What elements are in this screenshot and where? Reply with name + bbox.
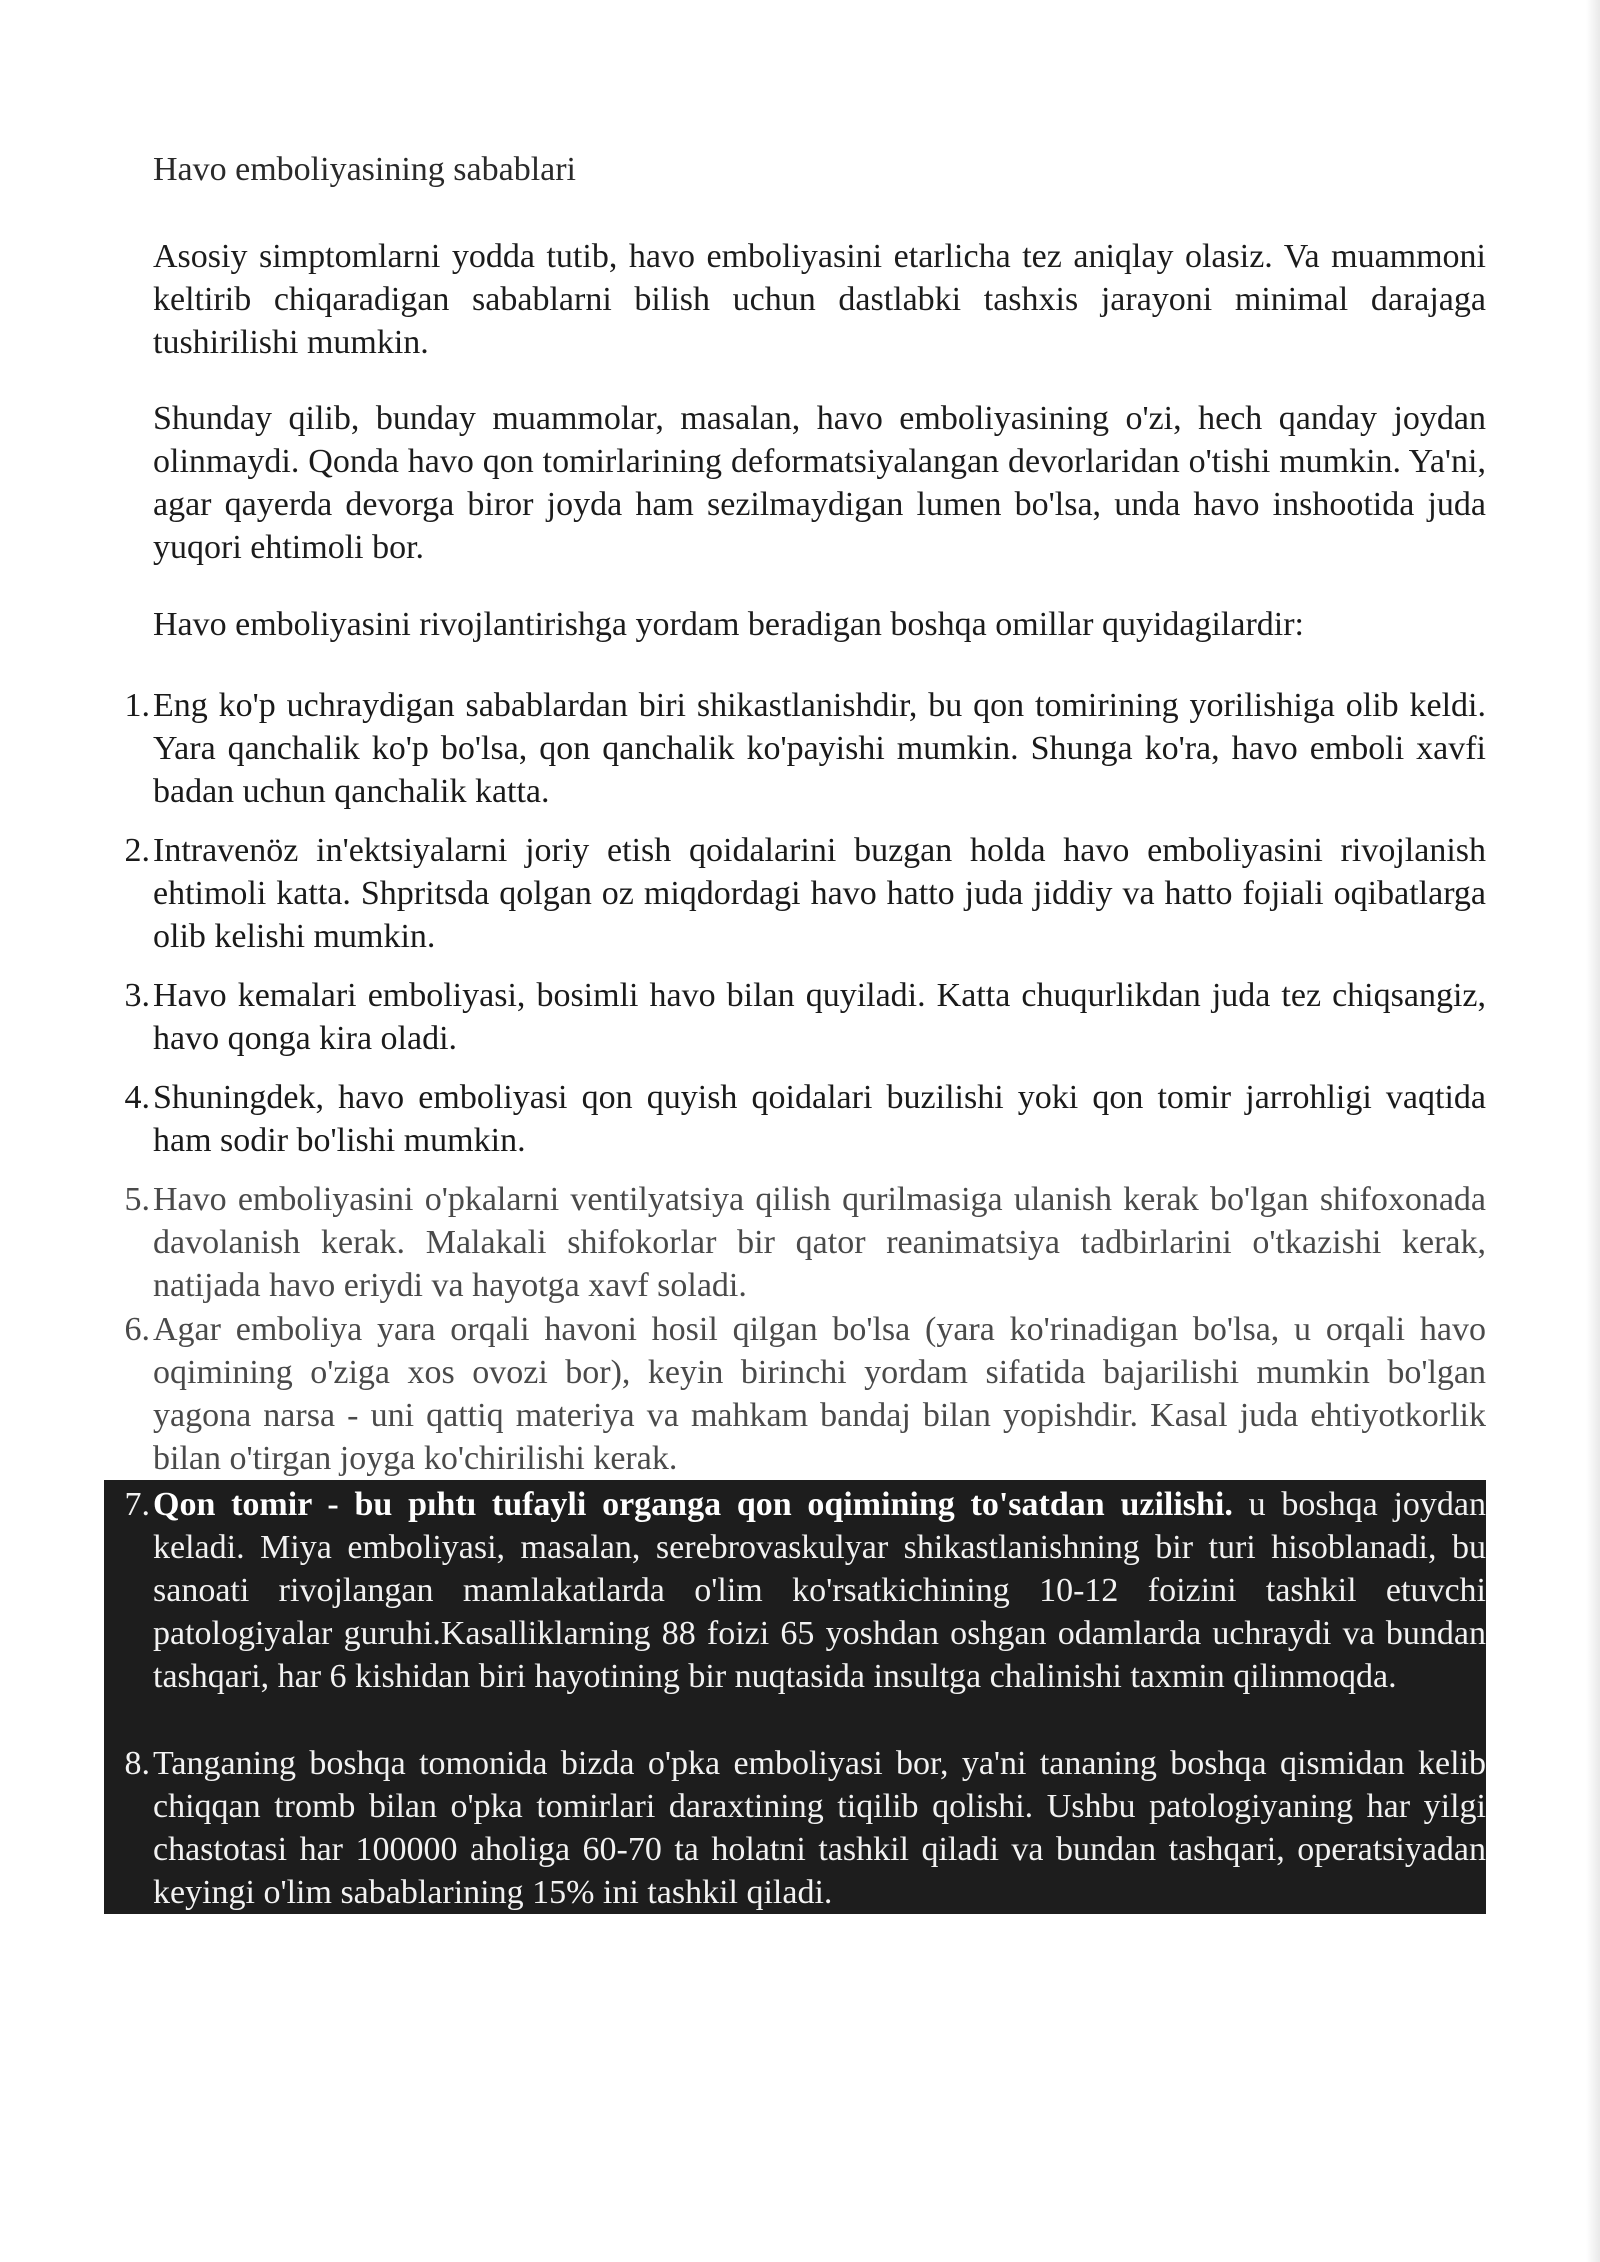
list-item-number: 1.	[124, 687, 150, 724]
paragraph-factors-intro: Havo emboliyasini rivojlantirishga yordam beradigan boshqa omillar quyidagilardir:	[153, 606, 1305, 643]
list-item-text: Shuningdek, havo emboliyasi qon quyish qoidalari buzilishi yoki qon tomir jarrohligi vaqtida ham sodir bo'lishi mumkin.	[153, 1079, 1486, 1159]
list-item-text: Havo kemalari emboliyasi, bosimli havo bilan quyiladi. Katta chuqurlikdan juda tez chiqsangiz, havo qonga kira oladi.	[153, 977, 1486, 1057]
list-item-number: 8.	[124, 1745, 150, 1782]
list-item-text: Havo emboliyasini o'pkalarni ventilyatsiya qilish qurilmasiga ulanish kerak bo'lgan shifoxonada davolanish kerak. Malakali shifokorlar bir qator reanimatsiya tadbirlarini o'tkazishi kerak, natijada havo eriydi va hayotga xavf soladi.	[153, 1181, 1486, 1304]
list-item-number: 2.	[124, 832, 150, 869]
list-item-bold-text: Qon tomir - bu pıhtı tufayli organga qon oqimining to'satdan uzilishi.	[153, 1486, 1233, 1523]
list-item-text: Agar emboliya yara orqali havoni hosil qilgan bo'lsa (yara ko'rinadigan bo'lsa, u orqali havo oqimining o'ziga xos ovozi bor), keyin birinchi yordam sifatida bajarilishi mumkin bo'lgan yagona narsa - uni qattiq materiya va mahkam bandaj bilan yopishdir. Kasal juda ehtiyotkorlik bilan o'tirgan joyga ko'chirilishi kerak.	[153, 1311, 1486, 1477]
list-item-text: Eng ko'p uchraydigan sabablardan biri shikastlanishdir, bu qon tomirining yorilishiga olib keldi. Yara qanchalik ko'p bo'lsa, qon qanchalik ko'payishi mumkin. Shunga ko'ra, havo emboli xavfi badan uchun qanchalik katta.	[153, 687, 1486, 810]
list-item-number: 5.	[124, 1181, 150, 1218]
paragraph-causes: Shunday qilib, bunday muammolar, masalan, havo emboliyasining o'zi, hech qanday joydan olinmaydi. Qonda havo qon tomirlarining deformatsiyalangan devorlaridan o'tishi mumkin. Ya'ni, agar qayerda devorga biror joyda ham sezilmaydigan lumen bo'lsa, unda havo inshootida juda yuqori ehtimoli bor.	[153, 400, 1486, 566]
list-item-number: 4.	[124, 1079, 150, 1116]
list-item-regular-text: u boshqa joydan keladi. Miya emboliyasi, masalan, serebrovaskulyar shikastlanishning bir turi hisoblanadi, bu sanoati rivojlangan mamlakatlarda o'lim ko'rsatkichining 10-12 foizini tashkil etuvchi patologiyalar guruhi.Kasalliklarning 88 foizi 65 yoshdan oshgan odamlarda uchraydi va bundan tashqari, har 6 kishidan biri hayotining bir nuqtasida insultga chalinishi taxmin qilinmoqda.	[153, 1486, 1486, 1695]
list-item-text: Tanganing boshqa tomonida bizda o'pka emboliyasi bor, ya'ni tananing boshqa qismidan kelib chiqqan tromb bilan o'pka tomirlari daraxtining tiqilib qolishi. Ushbu patologiyaning har yilgi chastotasi har 100000 aholiga 60-70 ta holatni tashkil qiladi va bundan tashqari, operatsiyadan keyingi o'lim sabablarining 15% ini tashkil qiladi.	[153, 1745, 1486, 1911]
page-edge-shadow	[1586, 0, 1600, 2262]
section-title: Havo emboliyasining sabablari	[153, 151, 577, 188]
list-item-text: Intravenöz in'ektsiyalarni joriy etish qoidalarini buzgan holda havo emboliyasini rivojlanish ehtimoli katta. Shpritsda qolgan oz miqdordagi havo hatto juda jiddiy va hatto fojiali oqibatlarga olib kelishi mumkin.	[153, 832, 1486, 955]
list-item-number: 6.	[124, 1311, 150, 1348]
list-item-number: 7.	[124, 1486, 150, 1523]
list-item-text	[153, 1483, 1486, 1698]
list-item-number: 3.	[124, 977, 150, 1014]
paragraph-symptoms: Asosiy simptomlarni yodda tutib, havo emboliyasini etarlicha tez aniqlay olasiz. Va muammoni keltirib chiqaradigan sabablarni bilish uchun dastlabki tashxis jarayoni minimal darajaga tushirilishi mumkin.	[153, 238, 1486, 361]
